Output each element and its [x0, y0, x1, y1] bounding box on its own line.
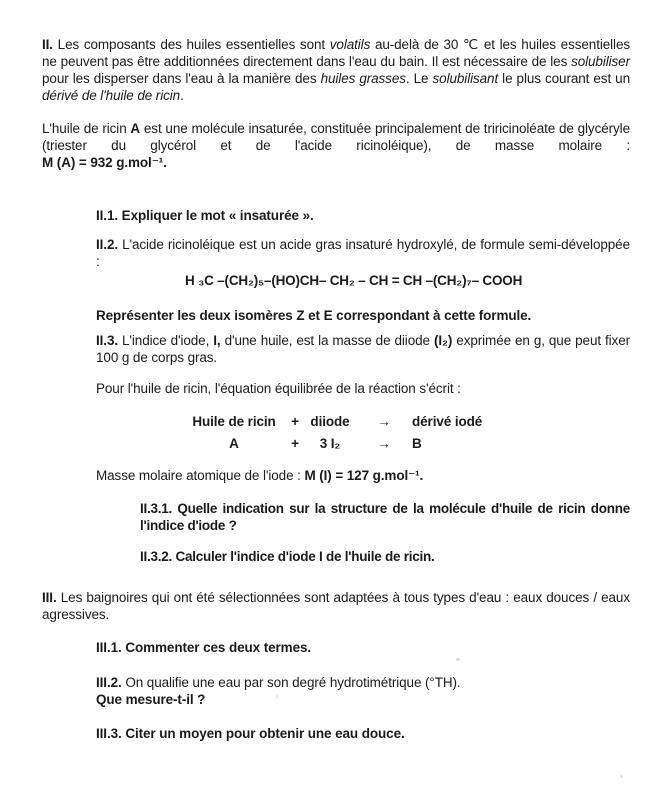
question-iii-2-line2: Que mesure-t-il ?: [96, 692, 206, 707]
molar-mass-a-value: M (A) = 932 g.mol⁻¹.: [42, 155, 167, 170]
text-segment: L'indice d'iode,: [118, 333, 214, 348]
question-ii-3-2: II.3.2. Calculer l'indice d'iode I de l'huile de ricin.: [140, 549, 435, 564]
iodine-index-symbol: I,: [213, 333, 221, 348]
question-ii-2: [96, 236, 630, 270]
text-segment: est une molécule insaturée, constituée principalement de triricinoléate de glycéryle (triester du glycérol et de l'acide ricinoléique), de masse molaire :: [42, 121, 630, 153]
section-ii-number: II.: [42, 37, 53, 52]
italic-term-huiles-grasses: huiles grasses: [320, 71, 406, 86]
semi-developed-formula: H ₃C –(CH₂)₅–(HO)CH– CH₂ – CH = CH –(CH₂)₇– COOH: [185, 273, 523, 288]
scan-artifact: [276, 694, 278, 699]
text-segment: Les composants des huiles essentielles sont: [52, 37, 330, 52]
paragraph-huile-ricin: [42, 120, 630, 171]
equation-species-a: A: [229, 436, 239, 451]
italic-term-derive-huile-ricin: dérivé de l'huile de ricin: [42, 88, 181, 103]
reaction-equation: [182, 413, 630, 453]
text-segment: . Le: [405, 71, 433, 86]
question-iii-2: [96, 674, 630, 708]
italic-term-solubilisant: solubilisant: [432, 71, 499, 86]
text-segment: pour les disperser dans l'eau à la manière des: [42, 71, 321, 86]
reaction-arrow-icon: →: [377, 436, 391, 451]
question-iii-1: III.1. Commenter ces deux termes.: [96, 640, 312, 655]
italic-term-solubiliser: solubiliser: [571, 54, 630, 69]
scan-artifact: [456, 658, 460, 661]
italic-term-volatils: volatils: [329, 37, 371, 52]
question-iii-2-number: III.2.: [96, 675, 122, 690]
equation-plus-sign: +: [291, 414, 299, 429]
text-segment: L'acide ricinoléique est un acide gras insaturé hydroxylé, de formule semi-développée :: [96, 237, 630, 269]
question-ii-3-number: II.3.: [96, 333, 119, 348]
text-block: [42, 120, 630, 154]
equation-coefficient-diiode: 3 I₂: [319, 436, 341, 451]
equation-product-name: dérivé iodé: [412, 414, 483, 429]
paragraph-section-ii-intro: [42, 36, 630, 104]
question-ii-3-1: II.3.1. Quelle indication sur la structure de la molécule d'huile de ricin donne l'indice d'iode ?: [140, 501, 630, 533]
iodine-molar-mass-line: [96, 467, 630, 484]
scan-artifact: [620, 775, 623, 778]
equation-species-b: B: [412, 436, 422, 451]
molar-mass-i-value: M (I) = 127 g.mol⁻¹.: [304, 468, 424, 483]
text-segment: On qualifie une eau par son degré hydrotimétrique (°TH).: [121, 675, 461, 690]
molecule-a-label: A: [130, 121, 141, 136]
text-segment: exprimée en g, que peut fixer 100 g de corps gras.: [96, 333, 631, 365]
question-ii-1: II.1. Expliquer le mot « insaturée ».: [96, 208, 314, 223]
reaction-arrow-icon: →: [377, 414, 391, 429]
text-segment: au-delà de 30 ℃ et les huiles essentielles ne peuvent pas être additionnées directement dans l'eau du bain. Il est nécessaire de les: [42, 37, 631, 69]
equation-reactant-name: Huile de ricin: [192, 414, 276, 429]
equation-plus-sign: +: [291, 436, 299, 451]
text-segment: Les baignoires qui ont été sélectionnées sont adaptées à tous types d'eau : eaux douces / eaux agressives.: [42, 590, 630, 622]
question-iii-3: III.3. Citer un moyen pour obtenir une eau douce.: [96, 726, 405, 741]
equation-reactant2-name: diiode: [310, 414, 350, 429]
text-segment: .: [180, 88, 184, 103]
equation-lead-in: Pour l'huile de ricin, l'équation équilibrée de la réaction s'écrit :: [96, 381, 461, 396]
text-segment: Masse molaire atomique de l'iode :: [96, 468, 305, 483]
text-segment: L'huile de ricin: [42, 121, 131, 136]
text-segment: d'une huile, est la masse de diiode: [220, 333, 434, 348]
instruction-isomeres-z-e: Représenter les deux isomères Z et E correspondant à cette formule.: [96, 308, 532, 323]
question-ii-2-number: II.2.: [96, 237, 119, 252]
paragraph-section-iii: [42, 589, 630, 623]
question-ii-3: [96, 332, 630, 366]
text-segment: le plus courant est un: [498, 71, 630, 86]
diiode-symbol: (I₂): [433, 333, 453, 348]
section-iii-number: III.: [42, 590, 57, 605]
